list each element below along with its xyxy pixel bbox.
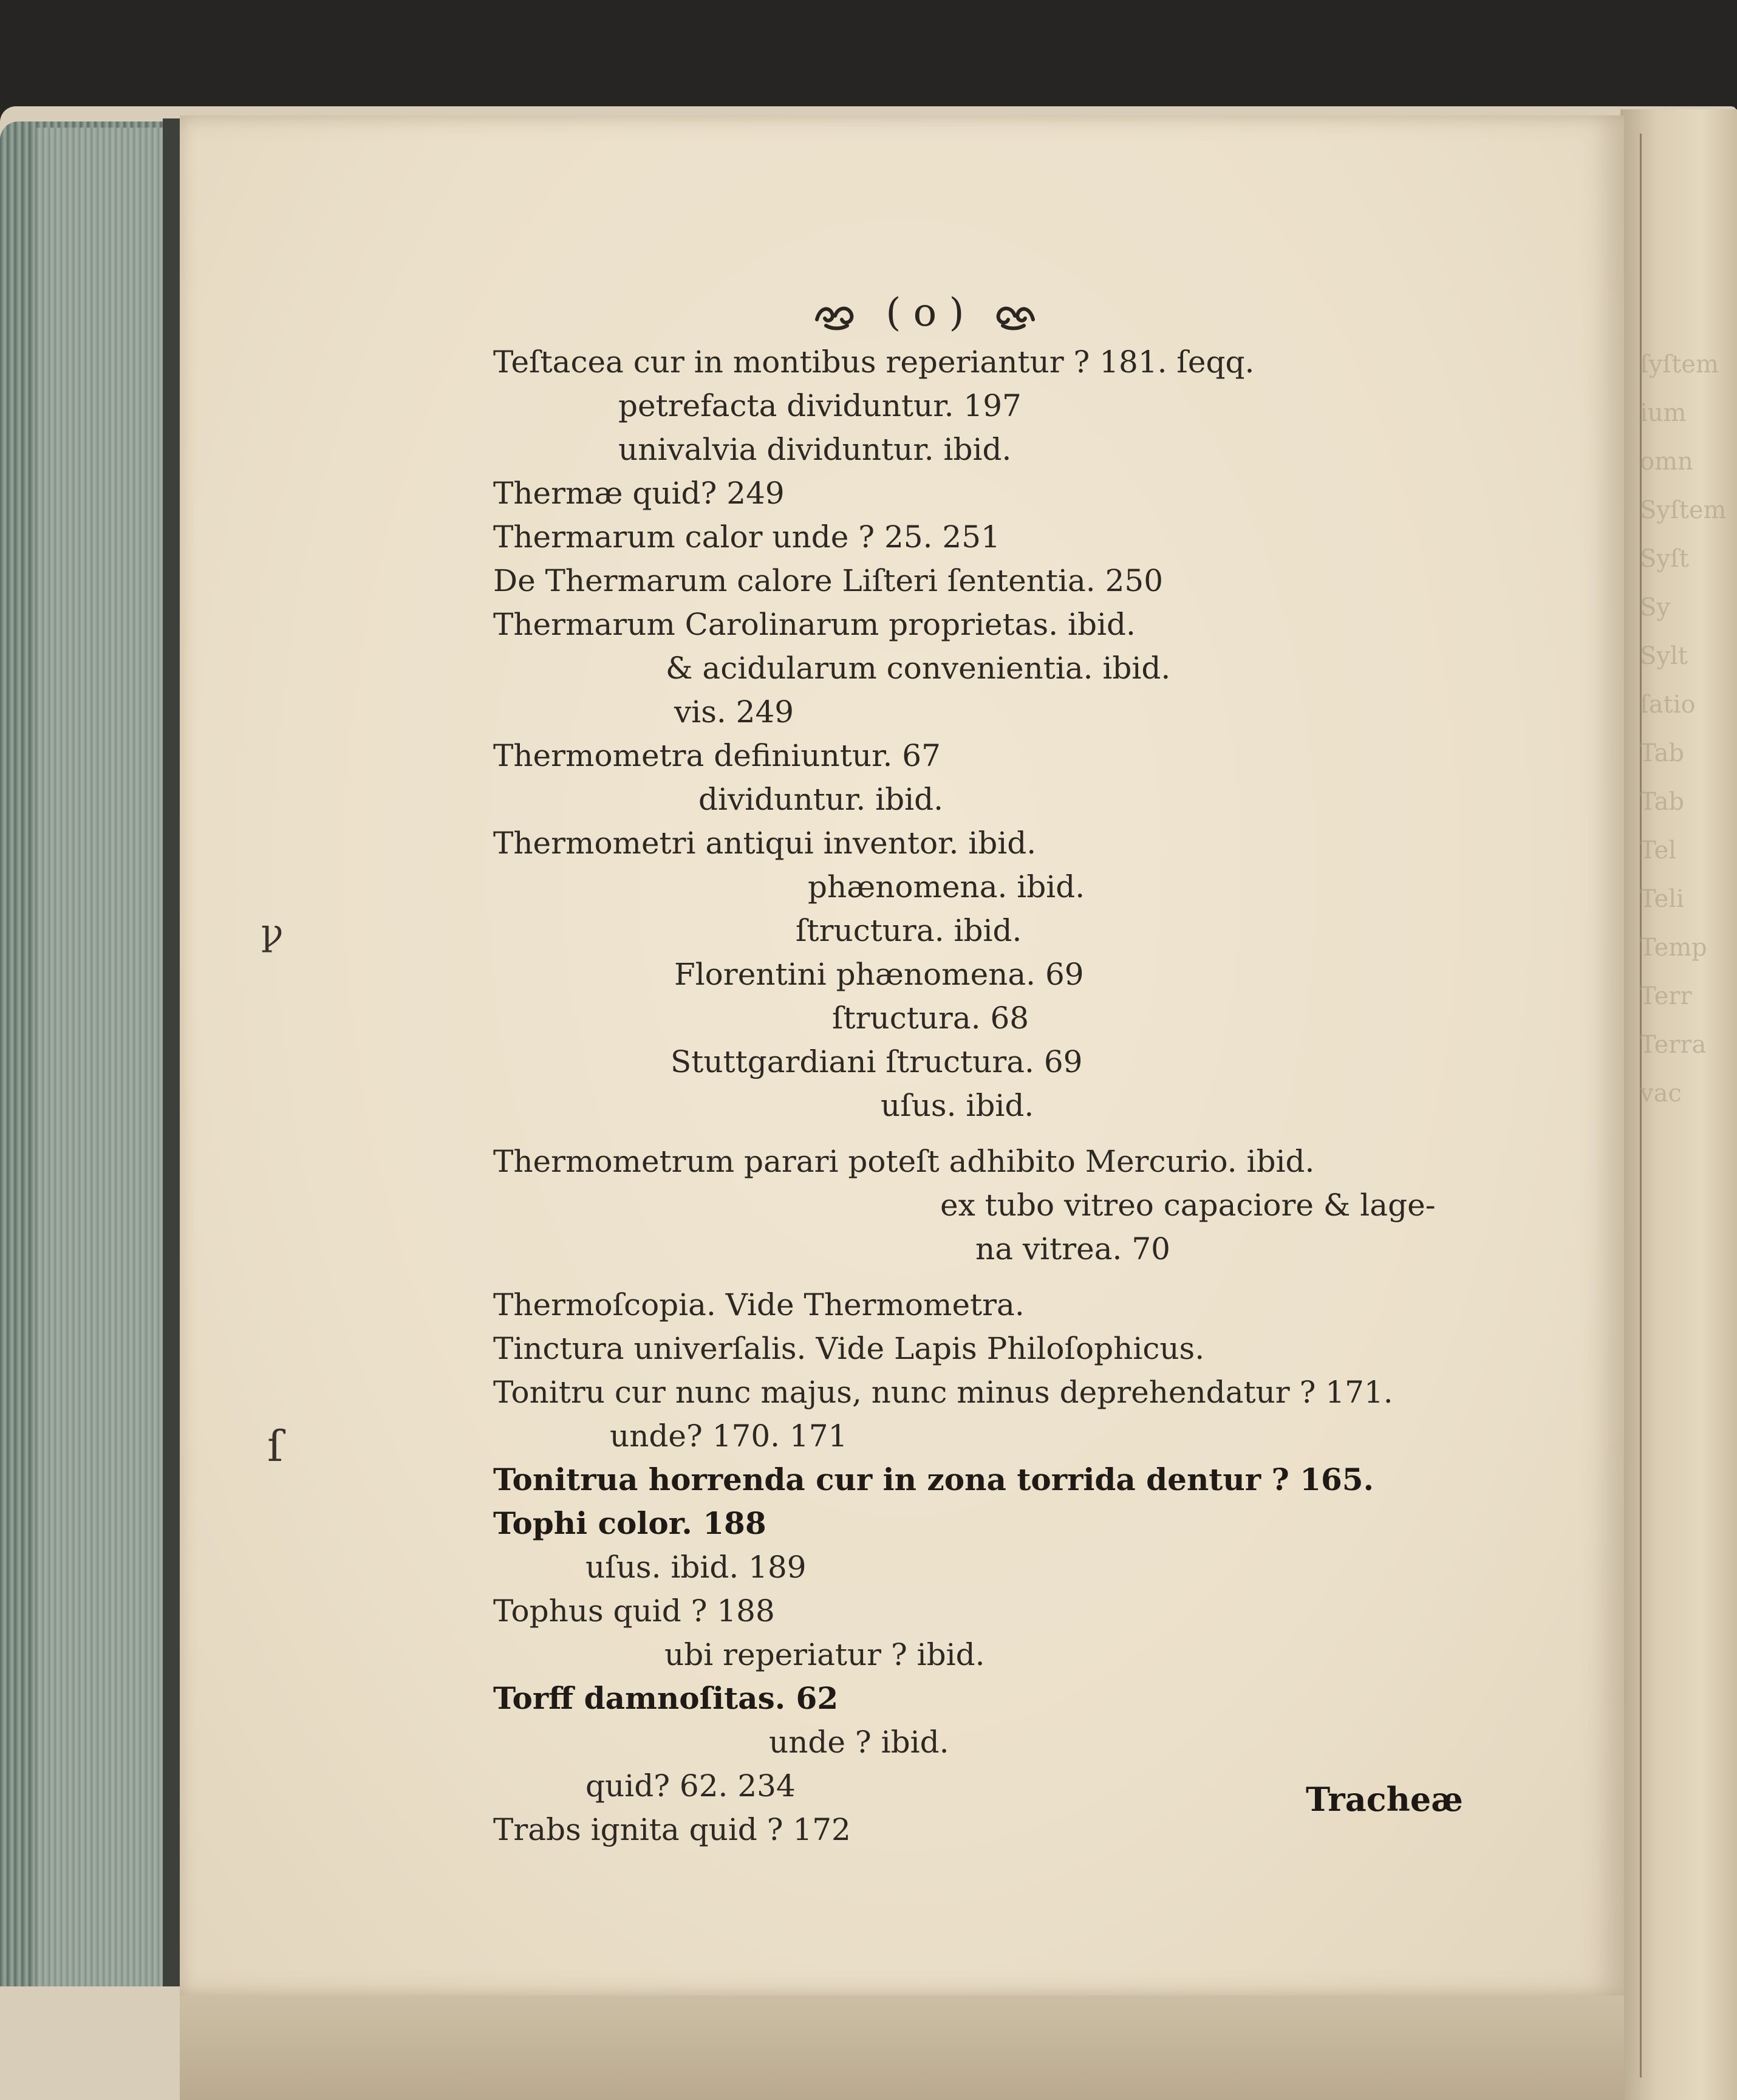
index-entry: Tonitru cur nunc majus, nunc minus deprehendatur ? 171. (493, 1375, 1393, 1410)
index-subentry: ſtructura. ibid. (796, 913, 1022, 948)
bleed-line: ſatio (1640, 691, 1696, 719)
index-entry: Thermometri antiqui inventor. ibid. (493, 826, 1037, 861)
index-subentry: univalvia dividuntur. ibid. (618, 432, 1012, 467)
catchword: Tracheæ (1306, 1780, 1463, 1819)
index-subentry: ex tubo vitreo capaciore & lage- (940, 1188, 1436, 1223)
bleed-line: Tab (1640, 739, 1685, 767)
index-subentry: na vitrea. 70 (975, 1231, 1170, 1267)
index-subentry: quid? 62. 234 (585, 1768, 796, 1804)
index-subentry: & acidularum convenientia. ibid. (666, 651, 1171, 686)
bleed-line: Tab (1640, 788, 1685, 816)
bleed-line: Tel (1640, 836, 1677, 864)
index-entry: De Thermarum calore Liſteri ſententia. 250 (493, 563, 1164, 598)
bleed-line: vac (1640, 1079, 1682, 1107)
index-entry: Tophus quid ? 188 (493, 1593, 775, 1629)
index-subentry: ſtructura. 68 (832, 1000, 1029, 1036)
index-entry: Torff damnoſitas. 62 (493, 1680, 839, 1716)
index-entry: Trabs ignita quid ? 172 (493, 1812, 851, 1847)
bleed-line: Sy (1640, 593, 1670, 621)
index-entry: Thermoſcopia. Vide Thermometra. (493, 1287, 1025, 1322)
page-bottom-edge (180, 1996, 1624, 2100)
index-entry: Teſtacea cur in montibus reperiantur ? 181. ſeqq. (493, 344, 1255, 380)
bleed-line: Terr (1640, 982, 1692, 1010)
ink-mark: ſ (267, 1421, 283, 1471)
bleed-line: Syſtem (1640, 496, 1727, 524)
bleed-line: omn (1640, 448, 1693, 476)
index-subentry: dividuntur. ibid. (698, 782, 944, 817)
index-subentry: vis. 249 (674, 694, 794, 730)
index-subentry: uſus. ibid. (881, 1088, 1034, 1123)
bleed-line: Syſt (1640, 545, 1689, 573)
index-subentry: phænomena. ibid. (808, 869, 1085, 905)
bleed-line: Sylt (1640, 642, 1688, 670)
ink-mark: ꝩ (261, 911, 284, 954)
ornament-right-icon (994, 301, 1036, 330)
page-number: ( o ) (886, 290, 964, 335)
bleed-line: ſyſtem (1640, 351, 1719, 378)
index-subentry: unde? 170. 171 (610, 1418, 848, 1454)
bleed-line: Temp (1640, 934, 1707, 962)
bleed-line: ium (1640, 399, 1687, 427)
index-entry: Thermometra definiuntur. 67 (493, 738, 941, 773)
bleed-line: Terra (1640, 1031, 1707, 1059)
bleed-line: Teli (1640, 885, 1684, 913)
index-subentry: ubi reperiatur ? ibid. (664, 1637, 985, 1672)
facing-page-bleed-through (1640, 340, 1737, 1555)
index-subentry: Stuttgardiani ſtructura. 69 (671, 1044, 1083, 1079)
index-subentry: unde ? ibid. (769, 1725, 949, 1760)
index-entry: Thermarum calor unde ? 25. 251 (493, 519, 1000, 555)
index-entry: Tophi color. 188 (493, 1505, 766, 1541)
index-subentry: petrefacta dividuntur. 197 (618, 388, 1022, 423)
page-header (814, 290, 1130, 345)
index-entry: Tonitrua horrenda cur in zona torrida dentur ? 165. (493, 1462, 1374, 1497)
backdrop (0, 0, 1737, 115)
ornament-left-icon (814, 301, 856, 330)
index-subentry: uſus. ibid. 189 (585, 1550, 807, 1585)
index-entry: Thermarum Carolinarum proprietas. ibid. (493, 607, 1136, 642)
index-entry: Thermometrum parari poteſt adhibito Mercurio. ibid. (493, 1144, 1315, 1179)
index-entry: Tinctura univerſalis. Vide Lapis Philoſophicus. (493, 1331, 1205, 1366)
index-subentry: Florentini phænomena. 69 (674, 957, 1084, 992)
page-edges-inner (36, 128, 182, 1986)
index-entry: Thermæ quid? 249 (493, 476, 785, 511)
